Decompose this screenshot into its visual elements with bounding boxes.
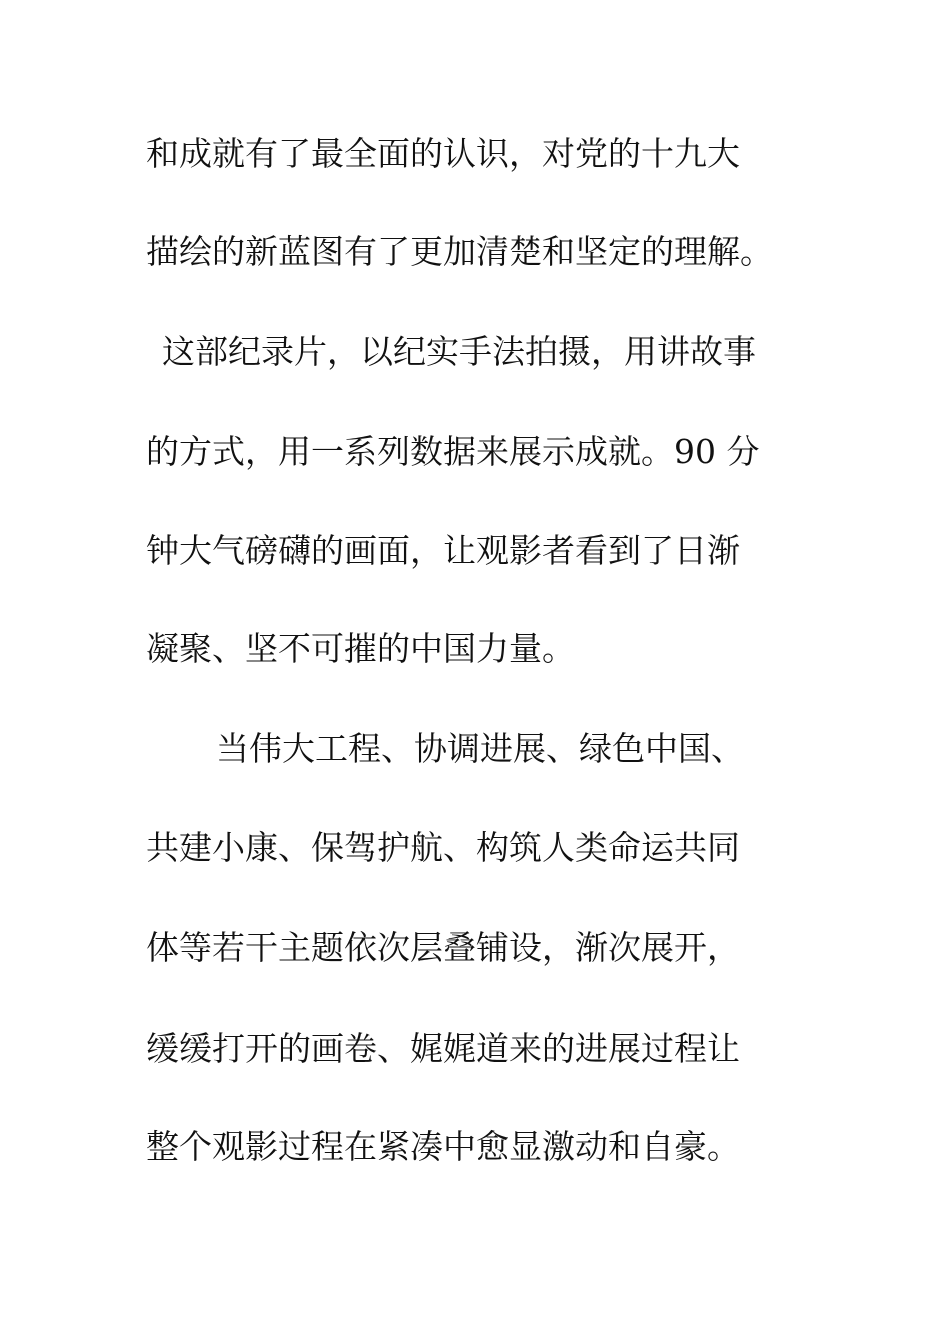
paragraph-start-line: 这部纪录片，以纪实手法拍摄，用讲故事 [162,332,756,371]
text-line: 缓缓打开的画卷、娓娓道来的进展过程让 [146,1029,740,1068]
text-line: 整个观影过程在紧凑中愈显激动和自豪。 [146,1127,740,1166]
text-line: 体等若干主题依次层叠铺设，渐次展开， [146,928,740,967]
text-line: 和成就有了最全面的认识，对党的十九大 [146,134,740,173]
text-line: 钟大气磅礴的画面，让观影者看到了日渐 [146,531,740,570]
text-line: 共建小康、保驾护航、构筑人类命运共同 [146,828,740,867]
text-line: 凝聚、坚不可摧的中国力量。 [146,629,575,668]
text-line: 的方式，用一系列数据来展示成就。90 分 [146,432,760,471]
paragraph-start-line: 当伟大工程、协调进展、绿色中国、 [216,729,744,768]
text-line: 描绘的新蓝图有了更加清楚和坚定的理解。 [146,232,773,271]
